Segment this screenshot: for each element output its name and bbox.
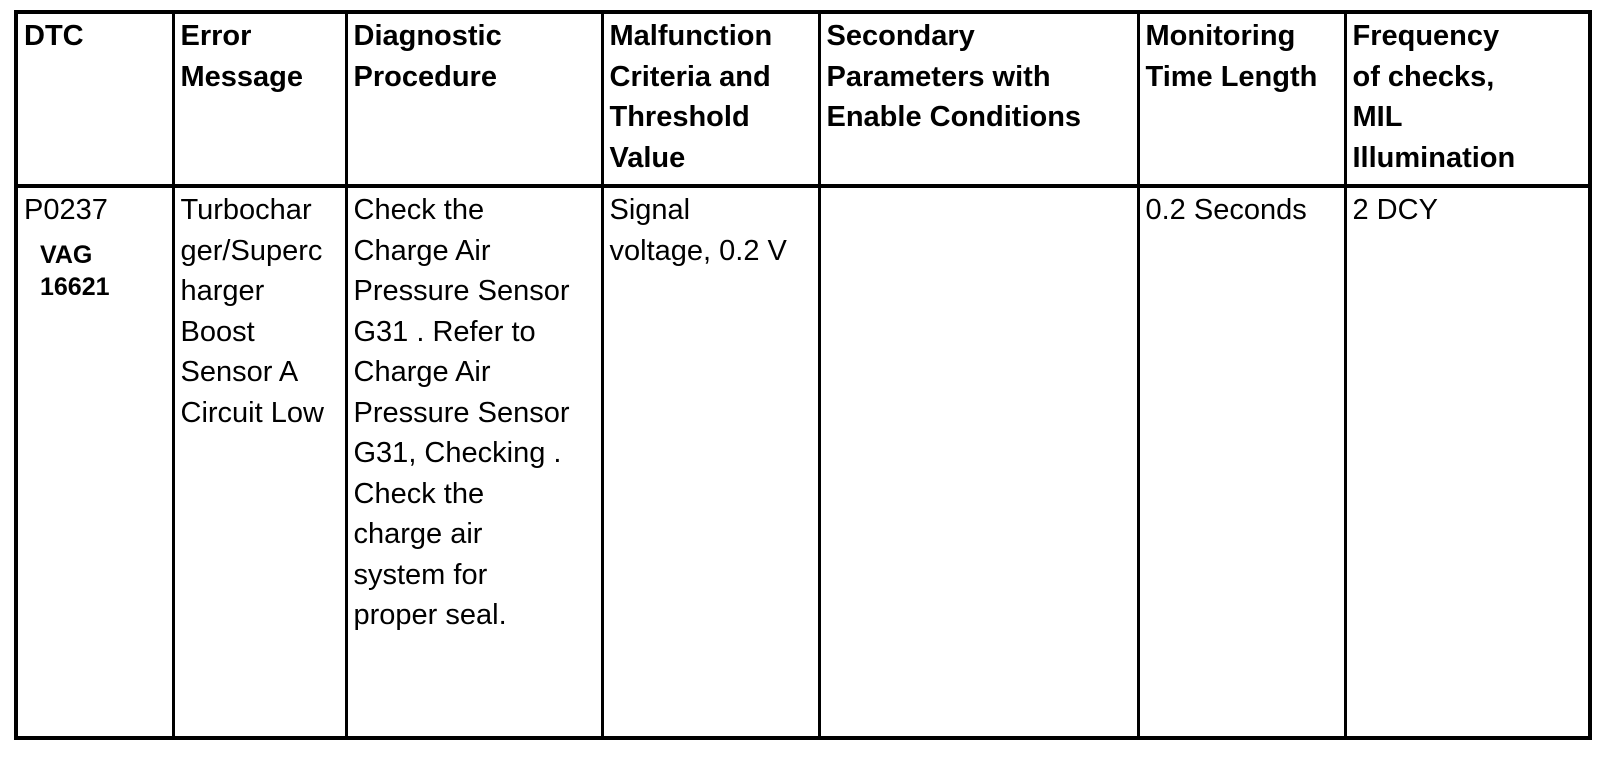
- cell-error-message: Turbochar ger/Superc harger Boost Sensor A Circuit Low: [173, 186, 346, 738]
- header-malfunction-criteria: Malfunction Criteria and Threshold Value: [602, 12, 819, 186]
- header-secondary-parameters: Secondary Parameters with Enable Conditions: [819, 12, 1138, 186]
- header-dtc: DTC: [16, 12, 173, 186]
- header-frequency-mil: Frequency of checks, MIL Illumination: [1345, 12, 1590, 186]
- cell-malfunction-criteria: Signal voltage, 0.2 V: [602, 186, 819, 738]
- header-error-message: Error Message: [173, 12, 346, 186]
- dtc-table: [14, 10, 1592, 740]
- cell-monitoring-time: 0.2 Seconds: [1138, 186, 1345, 738]
- cell-frequency-mil: 2 DCY: [1345, 186, 1590, 738]
- header-diagnostic-procedure: Diagnostic Procedure: [346, 12, 602, 186]
- header-monitoring-time: Monitoring Time Length: [1138, 12, 1345, 186]
- vag-code: VAG 16621: [40, 240, 110, 301]
- table-row: [16, 186, 1590, 738]
- cell-diagnostic-procedure: Check the Charge Air Pressure Sensor G31 . Refer to Charge Air Pressure Sensor G31, Checking . Check the charge air system for proper seal.: [346, 186, 602, 738]
- header-row: [16, 12, 1590, 186]
- cell-dtc: [16, 186, 173, 738]
- cell-secondary-parameters: [819, 186, 1138, 738]
- dtc-code: P0237: [24, 194, 108, 226]
